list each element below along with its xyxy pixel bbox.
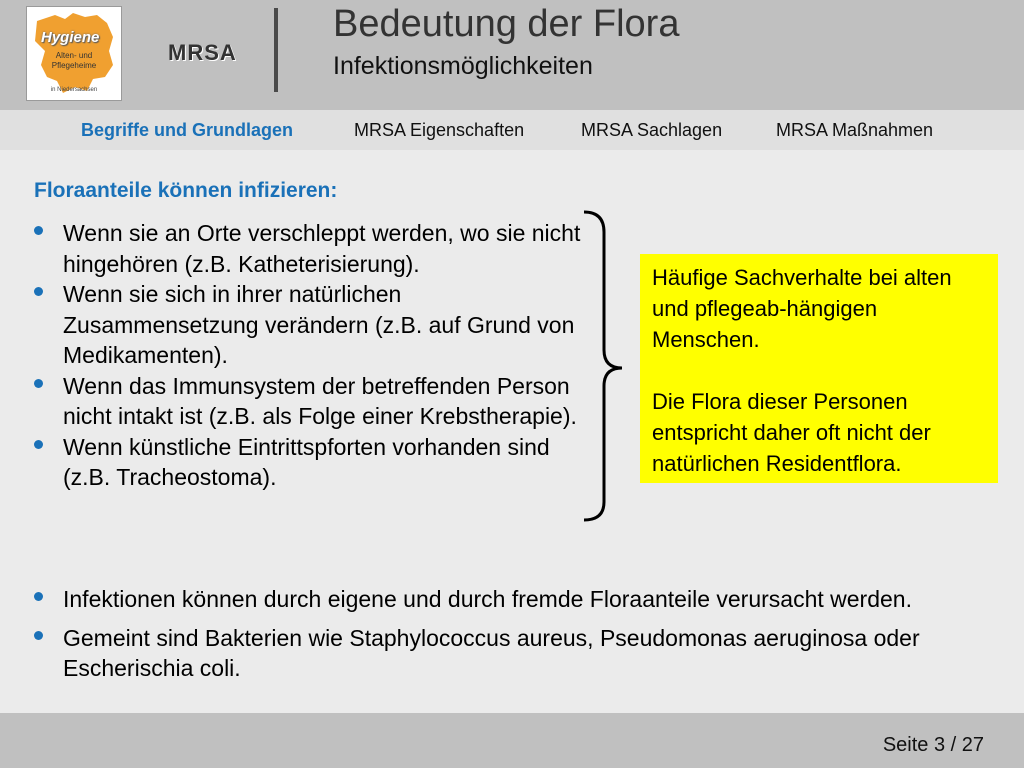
list-item: Wenn das Immunsystem der betreffenden Person nicht intakt ist (z.B. als Folge einer Krebstherapie).: [34, 371, 582, 432]
condition-list: [34, 218, 582, 493]
list-item: Wenn künstliche Eintrittspforten vorhanden sind (z.B. Tracheostoma).: [34, 432, 582, 493]
curly-brace-icon: [582, 210, 626, 524]
page-number: Seite 3 / 27: [882, 734, 984, 756]
logo-line-3: in Niedersachsen: [50, 87, 98, 93]
summary-list: [34, 584, 1024, 692]
tab-mrsa-eigenschaften[interactable]: MRSA Eigenschaften: [354, 120, 525, 140]
logo-line-2: Pflegeheime: [51, 61, 97, 70]
tab-mrsa-massnahmen[interactable]: MRSA Maßnahmen: [776, 120, 934, 140]
list-item: Infektionen können durch eigene und durch fremde Floraanteile verursacht werden.: [34, 584, 1024, 615]
page-subtitle: Infektionsmöglichkeiten: [333, 52, 593, 80]
divider: [274, 8, 278, 92]
tab-begriffe-und-grundlagen[interactable]: Begriffe und Grundlagen: [81, 120, 294, 140]
mrsa-badge: MRSA: [168, 40, 237, 65]
logo-word: Hygiene: [41, 29, 100, 46]
callout-paragraph-1: Häufige Sachverhalte bei alten und pflegeab-hängigen Menschen.: [652, 265, 952, 352]
list-item: Gemeint sind Bakterien wie Staphylococcus aureus, Pseudomonas aeruginosa oder Escherischia coli.: [34, 623, 1024, 684]
section-nav: [0, 110, 1024, 150]
callout-box: [640, 254, 998, 483]
tab-mrsa-sachlagen[interactable]: MRSA Sachlagen: [581, 120, 723, 140]
page-title: Bedeutung der Flora: [333, 3, 680, 45]
header-bar: [0, 0, 1024, 110]
section-heading: Floraanteile können infizieren:: [34, 179, 338, 202]
logo-line-1: Alten- und: [55, 51, 93, 60]
callout-paragraph-2: Die Flora dieser Personen entspricht daher oft nicht der natürlichen Residentflora.: [652, 389, 931, 476]
hygiene-logo: [26, 6, 122, 101]
list-item: Wenn sie sich in ihrer natürlichen Zusammensetzung verändern (z.B. auf Grund von Medikamenten).: [34, 279, 582, 371]
list-item: Wenn sie an Orte verschleppt werden, wo sie nicht hingehören (z.B. Katheterisierung).: [34, 218, 582, 279]
footer-bar: [0, 713, 1024, 768]
